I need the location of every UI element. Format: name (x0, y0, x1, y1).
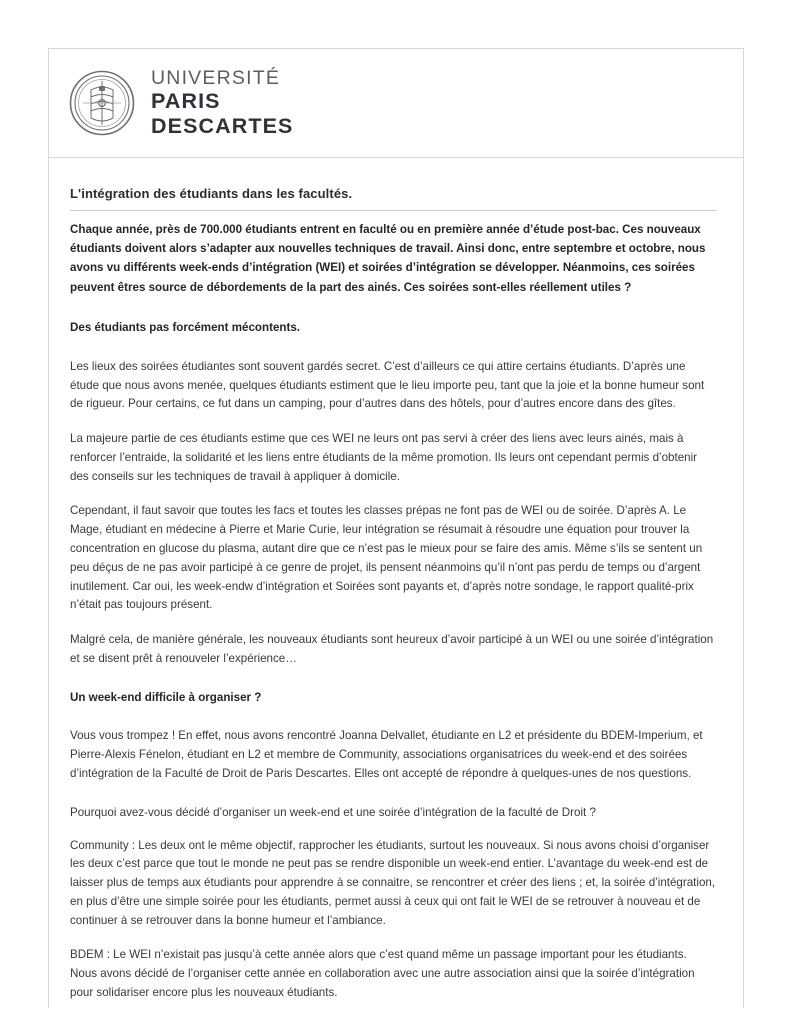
logo-line-descartes: DESCARTES (151, 113, 294, 138)
document-header (49, 49, 743, 158)
article-content (49, 158, 743, 1003)
article-subheading-2: Un week-end difficile à organiser ? (70, 690, 262, 704)
article-paragraph-1: Les lieux des soirées étudiantes sont souvent gardés secret. C’est d’ailleurs ce qui attire certains étudiants. D’après une étude que nous avons menée, quelques étudiants estiment que le lieu importe peu, tant que la joie et la bonne humeur sont de rigueur. Pour certains, ce fut dans un camping, pour d’autres dans des hôtels, pour d’autres encore dans des gîtes. (70, 359, 705, 411)
article-lead-paragraph: Chaque année, près de 700.000 étudiants entrent en faculté ou en première année d’étude post-bac. Ces nouveaux étudiants doivent alors s’adapter aux nouvelles techniques de travail. Ainsi donc, entre septembre et octobre, nous avons vu différents week-ends d’intégration (WEI) et soirées d’intégration se développer. Néanmoins, ces soirées peuvent êtres source de débordements de la part des ainés. Ces soirées sont-elles réellement utiles ? (70, 223, 706, 294)
interview-question-1: Pourquoi avez-vous décidé d’organiser un week-end et une soirée d’intégration de la faculté de Droit ? (70, 805, 596, 819)
article-paragraph-3: Cependant, il faut savoir que toutes les facs et toutes les classes prépas ne font pas de WEI ou de soirée. D’après A. Le Mage, étudiant en médecine à Pierre et Marie Curie, leur intégration se résumait à résoudre une équation pour trouver la concentration en glucose du plasma, autant dire que ce n’est pas le mieux pour se faire des amis. Même s’ils se sentent un peu déçus de ne pas avoir participé à ce genre de projet, ils pensent néanmoins qu’il n’ont pas perdu de temps ou d’argent inutilement. Car oui, les week-endw d’intégration et Soirées sont payants et, d’après notre sondage, le rapport qualité-prix n’était pas toujours présent. (70, 504, 703, 612)
article-paragraph-2: La majeure partie de ces étudiants estime que ces WEI ne leurs ont pas servi à créer des liens avec leurs ainés, mais à renforcer l’entraide, la solidarité et les liens entre étudiants de la même promotion. Ils leurs ont cependant permis d’obtenir des conseils sur les techniques de travail à appliquer à domicile. (70, 432, 698, 483)
logo-line-universite: UNIVERSITÉ (151, 66, 281, 89)
article-paragraph-5: Vous vous trompez ! En effet, nous avons rencontré Joanna Delvallet, étudiante en L2 et présidente du BDEM-Imperium, et Pierre-Alexis Fénelon, étudiant en L2 et membre de Community, associations organisatrices du week-end et des soirées d’intégration de la Faculté de Droit de Paris Descartes. Elles ont accepté de répondre à quelques-unes de nos questions. (70, 729, 703, 780)
interview-answer-community: Community : Les deux ont le même objectif, rapprocher les étudiants, surtout les nouveaux. Si nous avons choisi d’organiser les deux c’est parce que tout le monde ne peut pas se rendre disponible un week-end entier. L’avantage du week-end est de laisser plus de temps aux étudiants pour apprendre à se connaitre, se rencontrer et créer des liens ; et, la soirée d’intégration, en plus d’être une simple soirée pour les étudiants, permet aussi à ceux qui ont fait le WEI de se retrouver à nouveau et de continuer à se retrouver dans la bonne humeur et l’ambiance. (70, 838, 716, 927)
article-paragraph-4: Malgré cela, de manière générale, les nouveaux étudiants sont heureux d’avoir participé à un WEI ou une soirée d’intégration et se disent prêt à renouveler l’expérience… (70, 633, 714, 665)
university-logo-text (151, 66, 294, 138)
article-title: L'intégration des étudiants dans les facultés. (70, 186, 717, 211)
university-logo (69, 66, 294, 138)
logo-line-paris: PARIS (151, 89, 221, 114)
paris-descartes-seal-icon (69, 70, 135, 136)
interview-answer-bdem: BDEM : Le WEI n’existait pas jusqu’à cette année alors que c’est quand même un passage important pour les étudiants. Nous avons décidé de l’organiser cette année en collaboration avec une autre association ainsi que la soirée d’intégration pour solidariser encore plus les nouveaux étudiants. (70, 948, 695, 1000)
document-sheet (48, 48, 744, 1008)
article-subheading-1: Des étudiants pas forcément mécontents. (70, 320, 301, 334)
